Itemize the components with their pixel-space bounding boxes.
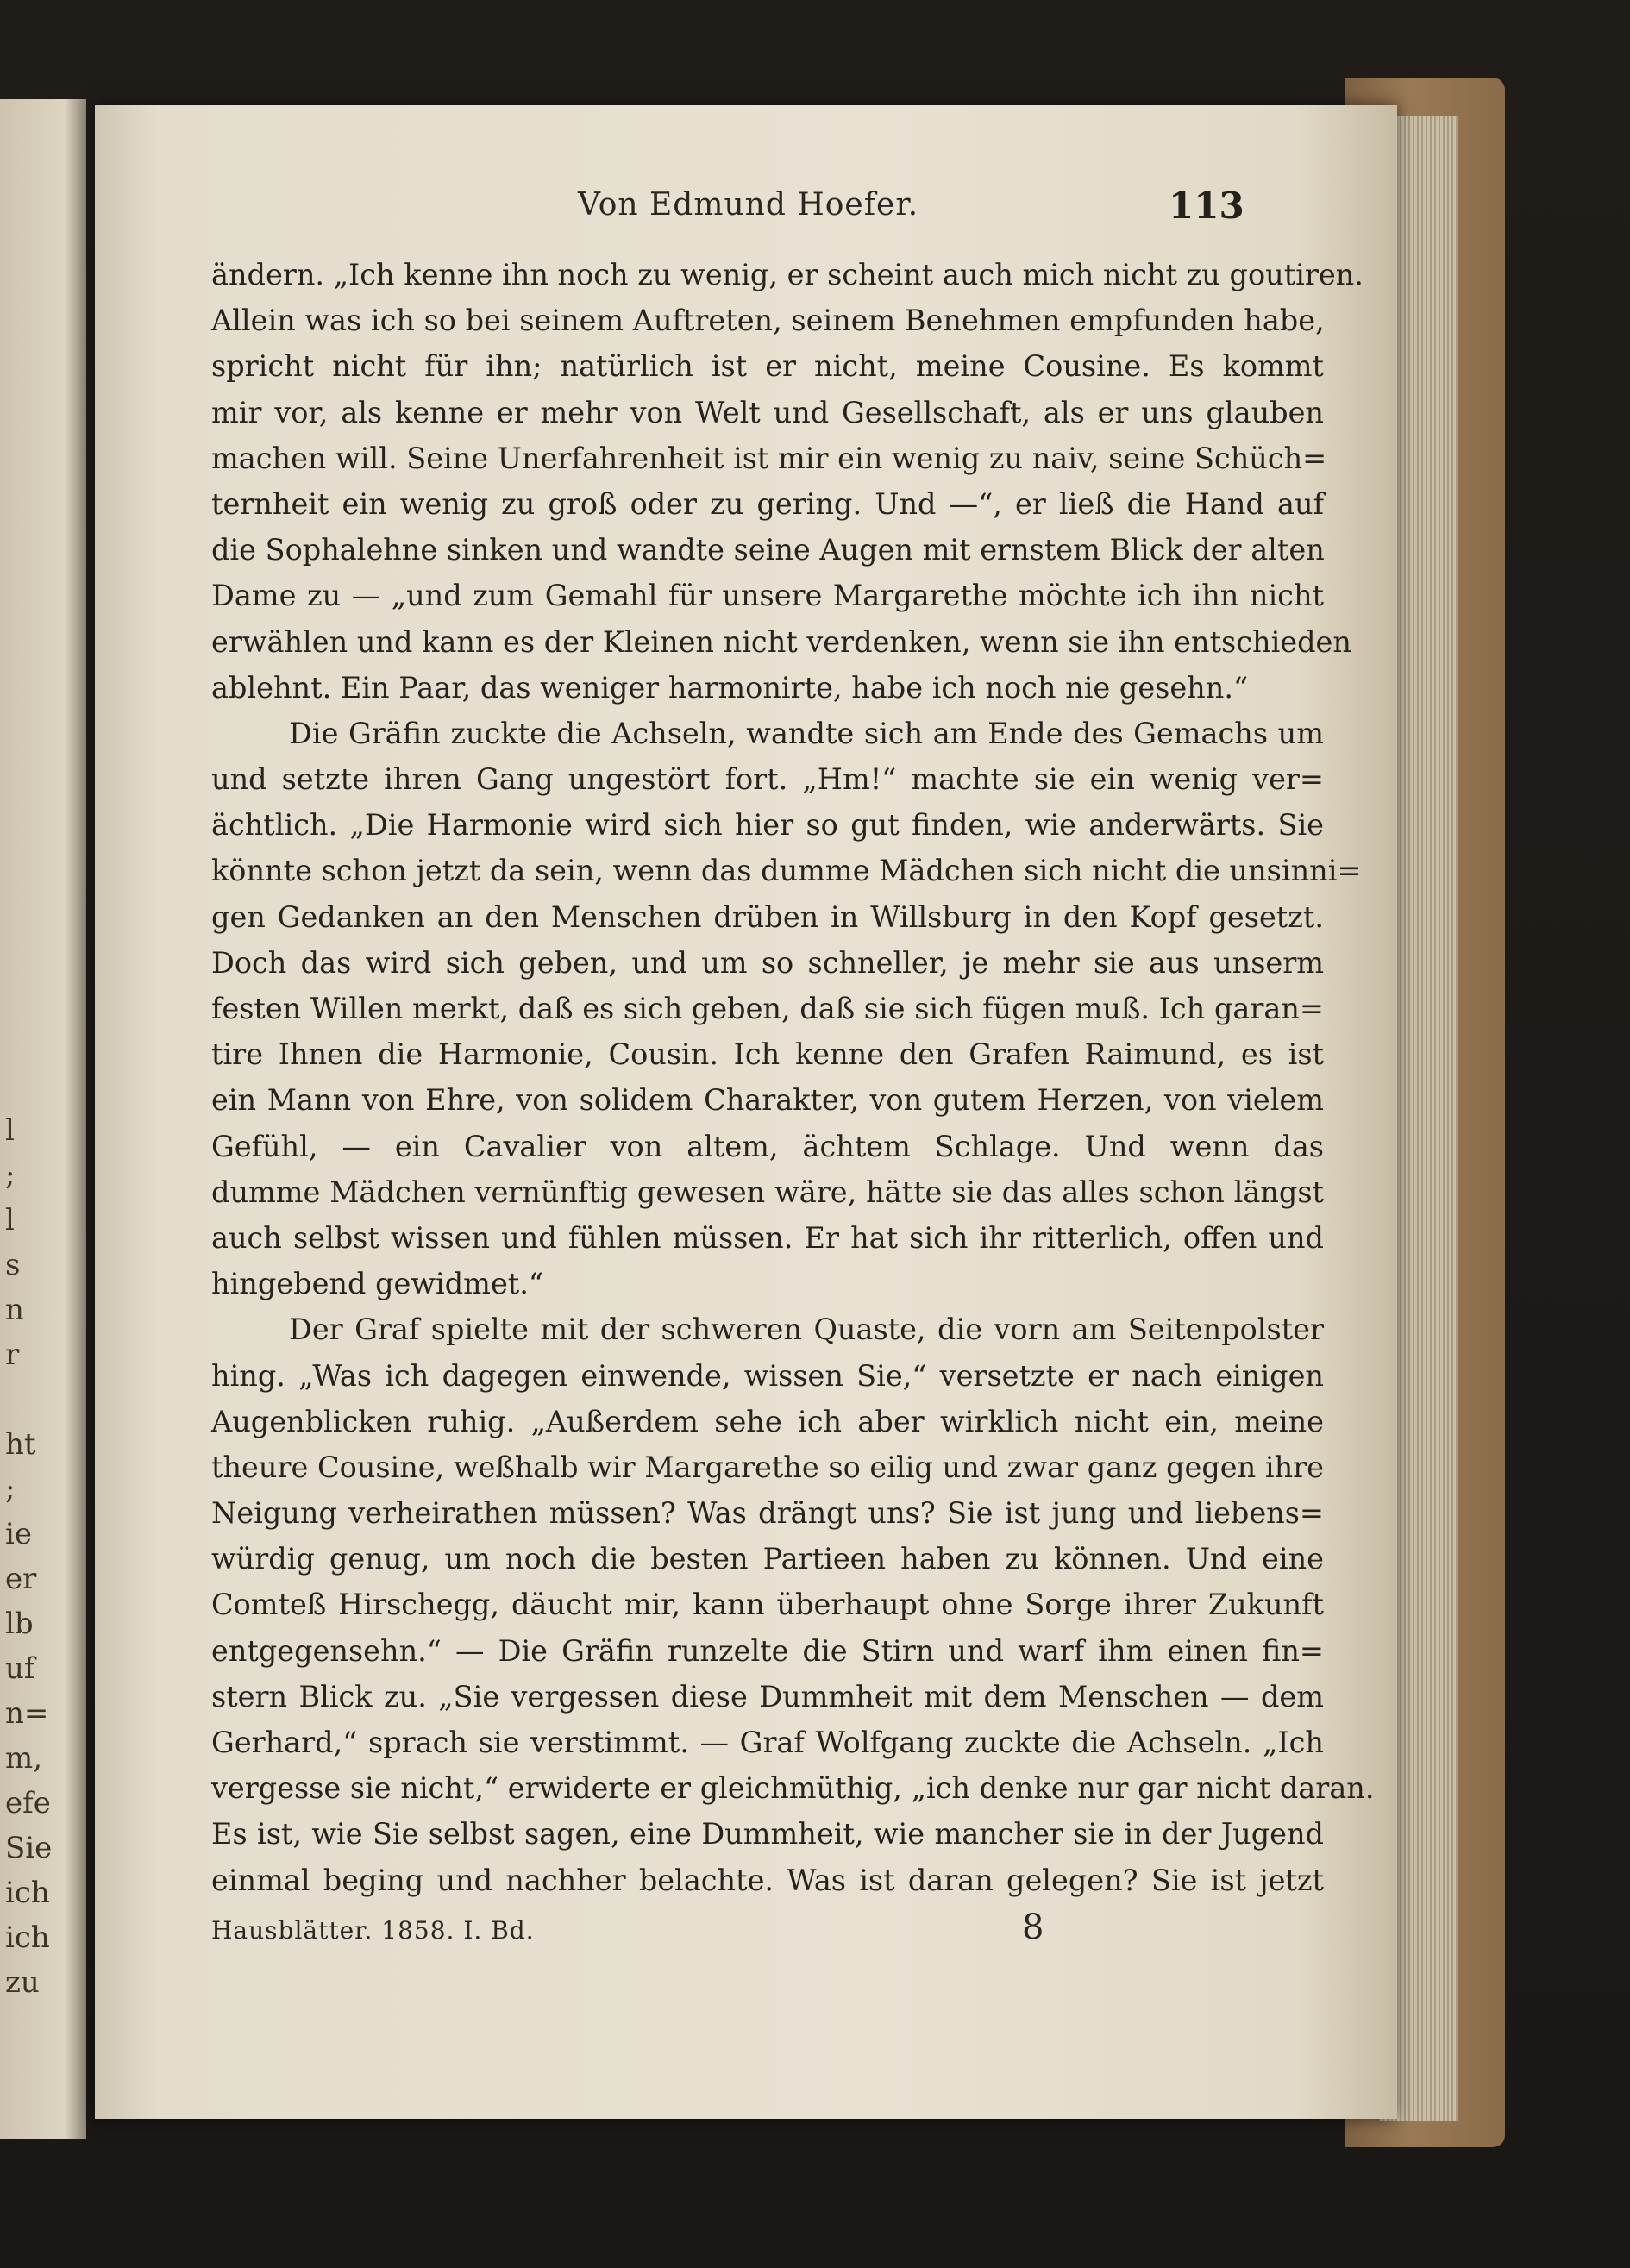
text-line: Gerhard,“ sprach sie verstimmt. — Graf Wolfgang zuckte die Achseln. „Ich xyxy=(211,1726,1324,1759)
left-fragment: n xyxy=(5,1293,24,1327)
signature-mark: 8 xyxy=(1022,1908,1044,1947)
left-fragment: ich xyxy=(5,1876,50,1910)
left-fragment: n= xyxy=(5,1696,49,1731)
left-fragment: r xyxy=(5,1338,20,1372)
left-fragment: ie xyxy=(5,1517,32,1551)
page-number: 113 xyxy=(1169,185,1244,227)
text-line: dumme Mädchen vernünftig gewesen wäre, hätte sie das alles schon längst xyxy=(211,1175,1324,1209)
running-head-title: Von Edmund Hoefer. xyxy=(578,187,919,222)
text-line: die Sophalehne sinken und wandte seine Augen mit ernstem Blick der alten xyxy=(211,533,1325,567)
text-line: hing. „Was ich dagegen einwende, wissen Sie,“ versetzte er nach einigen xyxy=(211,1358,1324,1393)
text-line: machen will. Seine Unerfahrenheit ist mir ein wenig zu naiv, seine Schüch= xyxy=(211,441,1327,475)
left-fragment: zu xyxy=(5,1965,40,2000)
book-page xyxy=(95,105,1397,2119)
text-line: hingebend gewidmet.“ xyxy=(211,1267,544,1301)
page-footer xyxy=(95,1908,1397,1959)
left-fragment: l xyxy=(5,1113,15,1148)
left-fragment: lb xyxy=(5,1607,34,1641)
left-fragment: Sie xyxy=(5,1831,53,1865)
left-fragment: m, xyxy=(5,1741,43,1776)
left-fragment: ht xyxy=(5,1427,36,1462)
text-line: gen Gedanken an den Menschen drüben in Willsburg in den Kopf gesetzt. xyxy=(211,899,1324,934)
text-line: theure Cousine, weßhalb wir Margarethe so eilig und zwar ganz gegen ihre xyxy=(211,1450,1324,1484)
left-fragment: ; xyxy=(5,1158,16,1193)
text-line: Doch das wird sich geben, und um so schneller, je mehr sie aus unserm xyxy=(211,945,1324,980)
text-line: ächtlich. „Die Harmonie wird sich hier so gut finden, wie anderwärts. Sie xyxy=(211,808,1324,843)
text-line: und setzte ihren Gang ungestört fort. „Hm!“ machte sie ein wenig ver= xyxy=(211,762,1324,797)
text-line: vergesse sie nicht,“ erwiderte er gleichmüthig, „ich denke nur gar nicht daran. xyxy=(211,1771,1375,1806)
left-fragment: ich xyxy=(5,1920,50,1955)
text-line: Augenblicken ruhig. „Außerdem sehe ich aber wirklich nicht ein, meine xyxy=(211,1404,1324,1438)
text-line: festen Willen merkt, daß es sich geben, daß sie sich fügen muß. Ich garan= xyxy=(211,992,1324,1025)
text-line: Die Gräfin zuckte die Achseln, wandte sich am Ende des Gemachs um xyxy=(289,716,1324,750)
text-line: Es ist, wie Sie selbst sagen, eine Dummheit, wie mancher sie in der Jugend xyxy=(211,1817,1324,1851)
running-head xyxy=(95,183,1397,235)
text-line: Der Graf spielte mit der schweren Quaste, die vorn am Seitenpolster xyxy=(289,1313,1324,1347)
left-fragment: l xyxy=(5,1203,15,1237)
text-line: stern Blick zu. „Sie vergessen diese Dummheit mit dem Menschen — dem xyxy=(211,1679,1324,1714)
left-fragment: uf xyxy=(5,1651,35,1686)
text-line: Comteß Hirschegg, däucht mir, kann überhaupt ohne Sorge ihrer Zukunft xyxy=(211,1588,1324,1622)
text-line: Dame zu — „und zum Gemahl für unsere Margarethe möchte ich ihn nicht xyxy=(211,579,1324,613)
text-line: ein Mann von Ehre, von solidem Charakter, von gutem Herzen, von vielem xyxy=(211,1083,1324,1118)
left-fragment: efe xyxy=(5,1786,51,1820)
footer-journal: Hausblätter. 1858. I. Bd. xyxy=(211,1916,535,1945)
text-line: einmal beging und nachher belachte. Was ist daran gelegen? Sie ist jetzt xyxy=(211,1863,1324,1897)
left-page-edge xyxy=(0,99,86,2139)
text-line: ablehnt. Ein Paar, das weniger harmonirte, habe ich noch nie gesehn.“ xyxy=(211,670,1249,705)
left-fragment: er xyxy=(5,1562,37,1596)
body-text xyxy=(211,252,1375,1903)
text-line: mir vor, als kenne er mehr von Welt und Gesellschaft, als er uns glauben xyxy=(211,395,1324,429)
text-line: erwählen und kann es der Kleinen nicht verdenken, wenn sie ihn entschieden xyxy=(211,624,1351,659)
text-line: ternheit ein wenig zu groß oder zu gering. Und —“, er ließ die Hand auf xyxy=(211,486,1324,521)
text-line: tire Ihnen die Harmonie, Cousin. Ich kenne den Grafen Raimund, es ist xyxy=(211,1037,1324,1072)
text-line: Allein was ich so bei seinem Auftreten, seinem Benehmen empfunden habe, xyxy=(211,304,1325,338)
left-page-text-fragments xyxy=(5,1108,53,2005)
left-fragment xyxy=(5,1377,40,1422)
text-line: Gefühl, — ein Cavalier von altem, ächtem Schlage. Und wenn das xyxy=(211,1129,1324,1163)
text-line: ändern. „Ich kenne ihn noch zu wenig, er scheint auch mich nicht zu goutiren. xyxy=(211,258,1364,291)
left-fragment: s xyxy=(5,1248,21,1282)
text-line: Neigung verheirathen müssen? Was drängt uns? Sie ist jung und liebens= xyxy=(211,1496,1324,1531)
text-line: spricht nicht für ihn; natürlich ist er nicht, meine Cousine. Es kommt xyxy=(211,349,1324,384)
left-fragment: ; xyxy=(5,1472,16,1507)
text-line: auch selbst wissen und fühlen müssen. Er hat sich ihr ritterlich, offen und xyxy=(211,1220,1324,1255)
text-line: würdig genug, um noch die besten Partieen haben zu können. Und eine xyxy=(211,1542,1324,1576)
text-line: entgegensehn.“ — Die Gräfin runzelte die Stirn und warf ihm einen fin= xyxy=(211,1633,1324,1668)
text-line: könnte schon jetzt da sein, wenn das dumme Mädchen sich nicht die unsinni= xyxy=(211,854,1362,888)
